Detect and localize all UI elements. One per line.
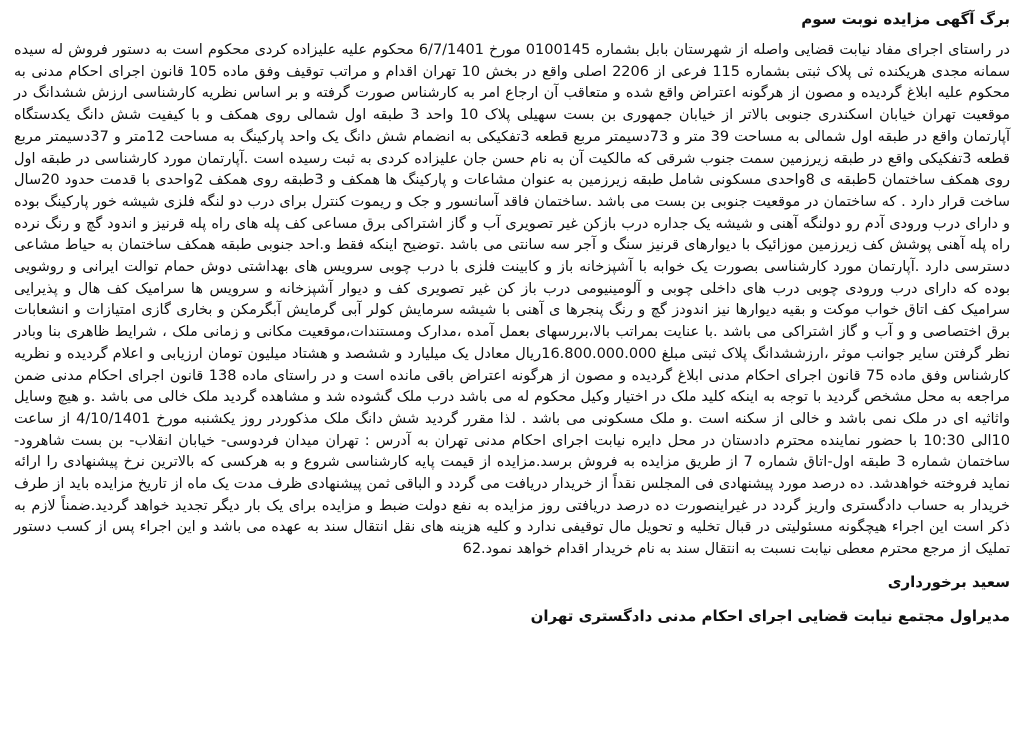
notice-body: در راستای اجرای مفاد نیابت قضایی واصله از شهرستان بابل بشماره 0100145 مورخ 6/7/1401 محکوم علیه علیزاده کردی محکوم است به دستور فروش له سیده سمانه مجدی هریکنده ثی پلاک ثبتی بشماره 115 فرعی از 2206 اصلی واقع در بخش 10 تهران اقدام و مراتب توقیف وفق ماده 105 قانون اجرای احکام مدنی به محکوم علیه ابلاغ گردیده و مصون از هرگونه اعتراض واقع شده و متعاقب آن ارجاع امر به کارشناس صورت گرفته و بر اساس نظریه کارشناسی ارزش ششدانگ در موقعیت تهران خیابان اسکندری جنوبی بالاتر از خیابان جمهوری بن بست سهیلی پلاک 10 واحد 3 طبقه اول شمالی روی همکف و با کیفیت شش دانگ یکدستگاه آپارتمان واقع در طبقه اول شمالی به مساحت 39 متر و 73دسیمتر مربع قطعه 3تفکیکی به انضمام شش دانگ یک واحد پارکینگ به مساحت 12متر و 37دسیمتر مربع قطعه 3تفکیکی واقع در طبقه زیرزمین سمت جنوب شرقی که مالکیت آن به نام حسن جان علیزاده کردی به ثبت رسیده است .آپارتمان مورد کارشناسی در طبقه اول روی همکف ساختمان 5طبقه ی 8واحدی مسکونی شامل طبقه زیرزمین به عنوان مشاعات و پارکینگ ها همکف و 3طبقه روی همکف 2واحدی با قدمت حدود 20سال ساخت قرار دارد . که ساختمان در موقعیت جنوبی بن بست می باشد .ساختمان فاقد آسانسور و جک و ریموت کنترل برای درب دو لنگه فلزی شیشه خور پارکینگ بوده و دارای درب ورودی آدم رو دولنگه آهنی و شیشه یک جداره درب بازکن غیر تصویری آب و گاز اشتراکی برق مساعی کف پله های راه پله قرنیز و اندود گچ و رنگ نرده راه پله آهنی پوشش کف زیرزمین موزائیک با دیوارهای قرنیز سنگ و آجر سه سانتی می باشد .توضیح اینکه فقط و.احد جنوبی طبقه همکف ساختمان به حیاط مشاعی دسترسی دارد .آپارتمان مورد کارشناسی بصورت یک خوابه با آشپزخانه باز و کابینت فلزی با درب چوبی سرویس های بهداشتی دوش حمام توالت ایرانی و روشویی بوده که دارای درب ورودی چوبی درب های داخلی چوبی و آلومینیومی درب باز کن غیر تصویری کف و دیوار آشپزخانه و سرویس ها سرامیک کف هال و پذیرایی سرامیک کف اتاق خواب موکت و بقیه دیوارها نیز اندودز گچ و رنگ پنجرها ی آهنی با شیشه سرمایش کولر آبی گرمایش آبگرمکن و بخاری گازی امتیازات و انشعابات برق اختصاصی و و آب و گاز اشتراکی می باشد .با عنایت بمراتب بالا،بررسهای بعمل آمده ،مدارک ومستندات،موقعیت مکانی و زمانی ملک ، شرایط ظاهری بنا وبادر نظر گرفتن سایر جوانب موثر ،ارزششدانگ پلاک ثبتی مبلغ 16.800.000.000ریال معادل یک میلیارد و ششصد و هشتاد میلیون تومان ارزیابی و اعلام گردیده و نظریه کارشناس وفق ماده 75 قانون اجرای احکام مدنی ابلاغ گردیده و مصون از هرگونه اعتراض باقی مانده است و در راستای ماده 138 قانون اجرای احکام مدنی ضمن مراجعه به محل مشخص گردید با توجه به اینکه کلید ملک در اختیار وکیل محکوم له می باشد درب ملک گشوده شد و مشاهده گردید ملک خالی می باشد .و هیچ وسایل واثاثیه ای در ملک نمی باشد و خالی از سکنه است .و ملک مسکونی می باشد . لذا مقرر گردید شش دانگ ملک مذکوردر روز یکشنبه مورخ 4/10/1401 از ساعت 10الی 10:30 با حضور نماینده محترم دادستان در محل دایره نیابت اجرای احکام مدنی تهران به آدرس : تهران میدان فردوسی- خیابان انقلاب- بن بست شاهرود- ساختمان شماره 3 طبقه اول-اتاق شماره 7 از طریق مزایده به فروش برسد.مزایده از قیمت پایه کارشناسی شروع و به هرکسی که بالاترین نرخ پیشنهادی را ارائه نماید فروخته خواهدشد. ده درصد مورد پیشنهادی فی المجلس نقداً از خریدار دریافت می گردد و الباقی ثمن پیشنهادی ظرف مدت یک ماه از تاریخ مزایده باید از طرف خریدار به حساب دادگستری واریز گردد در غیراینصورت ده درصد دریافتی روز مزایده به نفع دولت ضبط و مزایده برای یک بار دیگر تجدید خواهد گردید.ضمناً لازم به ذکر است این اجراء هیچگونه مسئولیتی در قبال تخلیه و تحویل مال توقیفی ندارد و کلیه هزینه های نقل انتقال سند به عهده می باشد و این اجراء پس از کسب دستور تملیک از مرجع محترم معطی نیابت نسبت به انتقال سند به نام خریدار اقدام خواهد نمود.62 <box>14 42 1011 558</box>
office-title: مدیراول مجتمع نیابت قضایی اجرای احکام مدنی دادگستری تهران <box>530 606 1010 625</box>
notice-title: برگ آگهی مزایده نوبت سوم <box>801 10 1010 28</box>
signer-name: سعید برخورداری <box>887 572 1010 591</box>
